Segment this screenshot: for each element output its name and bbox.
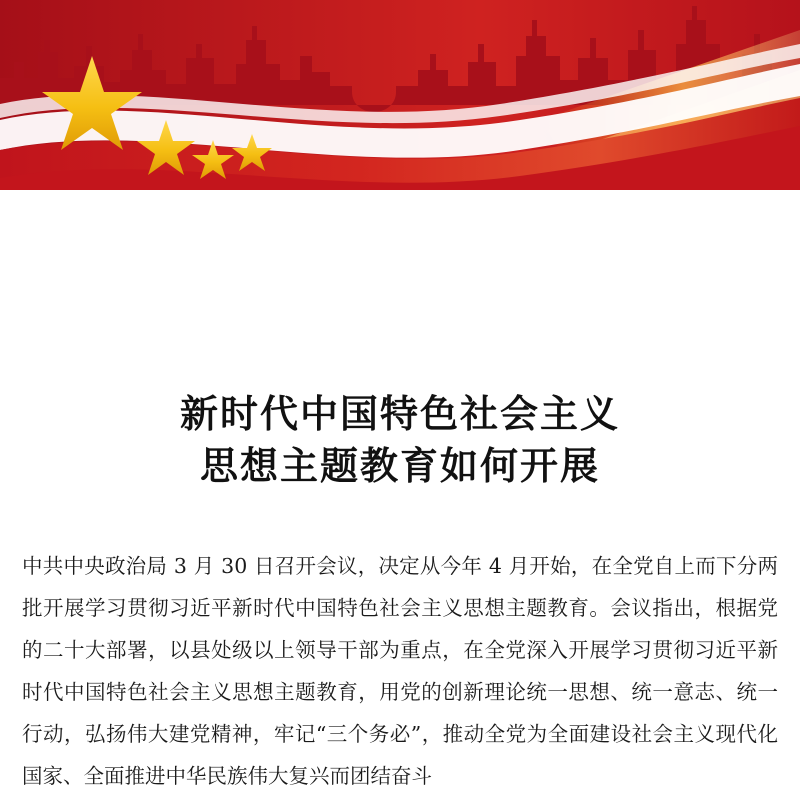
page-title (0, 388, 800, 492)
article-body (22, 545, 778, 797)
banner-graphic (0, 0, 800, 190)
body-paragraph: 中共中央政治局 3 月 30 日召开会议，决定从今年 4 月开始，在全党自上而下分两批开展学习贯彻习近平新时代中国特色社会主义思想主题教育。会议指出，根据党的二十大部署，以县处级以上领导干部为重点，在全党深入开展学习贯彻习近平新时代中国特色社会主义思想主题教育，用党的创新理论统一思想、统一意志、统一行动，弘扬伟大建党精神，牢记“三个务必”，推动全党为全面建设社会主义现代化国家、全面推进中华民族伟大复兴而团结奋斗 (22, 554, 778, 788)
title-line-2: 思想主题教育如何开展 (199, 443, 600, 488)
header-banner (0, 0, 800, 190)
title-line-1: 新时代中国特色社会主义 (179, 391, 620, 436)
